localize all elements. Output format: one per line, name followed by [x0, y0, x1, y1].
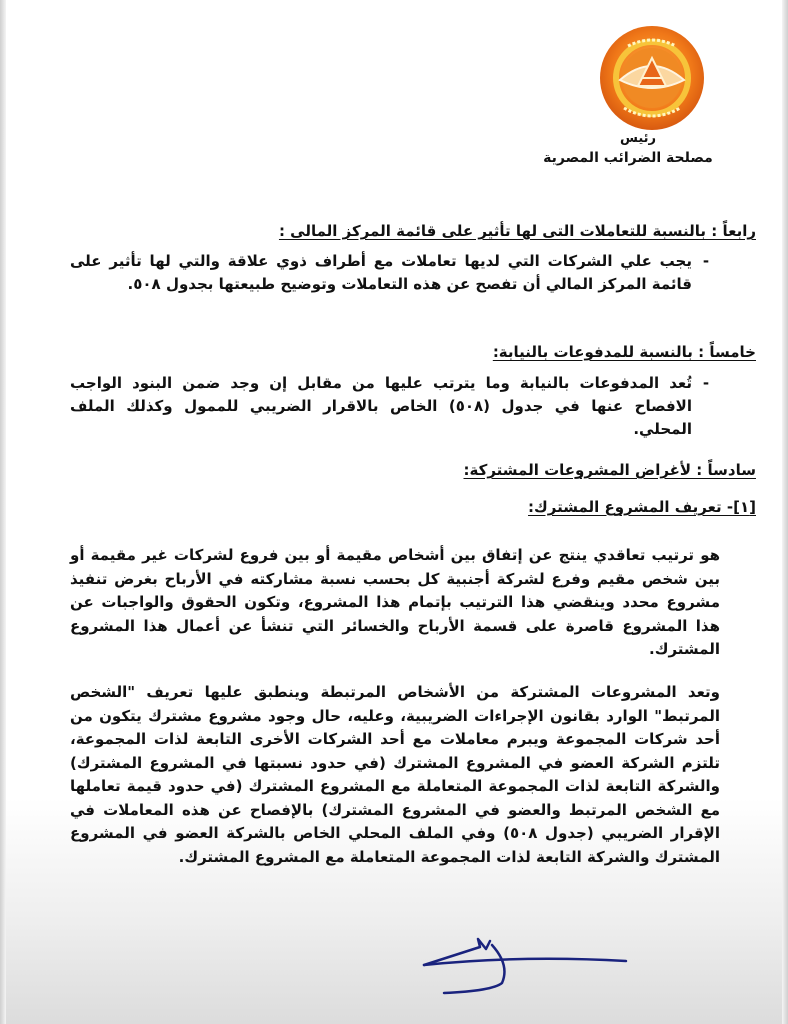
- section-six-heading: سادساً : لأغراض المشروعات المشتركة:: [463, 461, 756, 479]
- bullet-dash: -: [702, 252, 710, 270]
- section-five-bullet: [70, 372, 720, 441]
- page-edge-left: [0, 0, 6, 1024]
- signature-icon: [420, 935, 640, 1015]
- section-four-bullet: [70, 250, 720, 296]
- section-five-heading: خامساً : بالنسبة للمدفوعات بالنيابة:: [492, 343, 756, 361]
- section-four-heading: رابعاً : بالنسبة للتعاملات التى لها تأثير على قائمة المركز المالى :: [278, 222, 756, 240]
- section-five-text: تُعد المدفوعات بالنيابة وما يترتب عليها من مقابل إن وجد ضمن البنود الواجب الافصاح عنها في جدول (٥٠٨) الخاص بالاقرار الضريبي للممول وكذلك الملف المحلي.: [70, 374, 692, 438]
- tax-authority-logo-icon: [598, 24, 706, 132]
- page-edge-right: [782, 0, 788, 1024]
- letterhead-title-line1: رئيس: [619, 131, 657, 146]
- joint-venture-definition-heading: [١]- تعريف المشروع المشترك:: [528, 498, 756, 516]
- paragraph-text: وتعد المشروعات المشتركة من الأشخاص المرتبطة وينطبق عليها تعريف "الشخص المرتبط" الوارد بقانون الإجراءات الضريبية، وعليه، حال وجود مشروع مشترك يتكون من أحد شركات المجموعة ويبرم معاملات مع أحد الشركات الأخرى التابعة لذات المجموعة، تلتزم الشركة العضو في المشروع المشترك (في حدود نسبتها في المشروع المشترك) والشركة التابعة لذات المجموعة المتعاملة مع المشروع المشترك (في حدود قيمة تعاملها مع الشخص المرتبط والعضو في المشروع المشترك) بالإفصاح عن هذه المعاملات في الإقرار الضريبي (جدول ٥٠٨) وفي الملف المحلي الخاص بالشركة العضو في المشروع المشترك والشركة التابعة لذات المجموعة المتعاملة مع المشروع المشترك.: [70, 683, 720, 866]
- section-four-text: يجب علي الشركات التي لديها تعاملات مع أطراف ذوي علاقة والتي لها تأثير على قائمة المركز المالي أن تفصح عن هذه التعاملات وتوضيح طبيعتها بجدول ٥٠٨.: [70, 252, 692, 293]
- related-party-paragraph: [70, 681, 720, 869]
- bullet-dash: -: [702, 374, 710, 392]
- letterhead-title-line2: مصلحة الضرائب المصرية: [543, 150, 713, 166]
- letterhead-title: [528, 130, 728, 168]
- joint-venture-definition-paragraph: [70, 544, 720, 662]
- paragraph-text: هو ترتيب تعاقدي ينتج عن إتفاق بين أشخاص مقيمة أو بين فروع لشركات غير مقيمة أو بين شخص مقيم وفرع لشركة أجنبية كل بحسب نسبة مشاركته في الأرباح بغرض تنفيذ مشروع محدد وينقضي هذا الترتيب بإتمام هذا المشروع، وتكون الحقوق والواجبات عن هذا المشروع قاصرة على قسمة الأرباح والخسائر التي تنشأ عن أعمال هذا المشروع المشترك.: [70, 546, 720, 658]
